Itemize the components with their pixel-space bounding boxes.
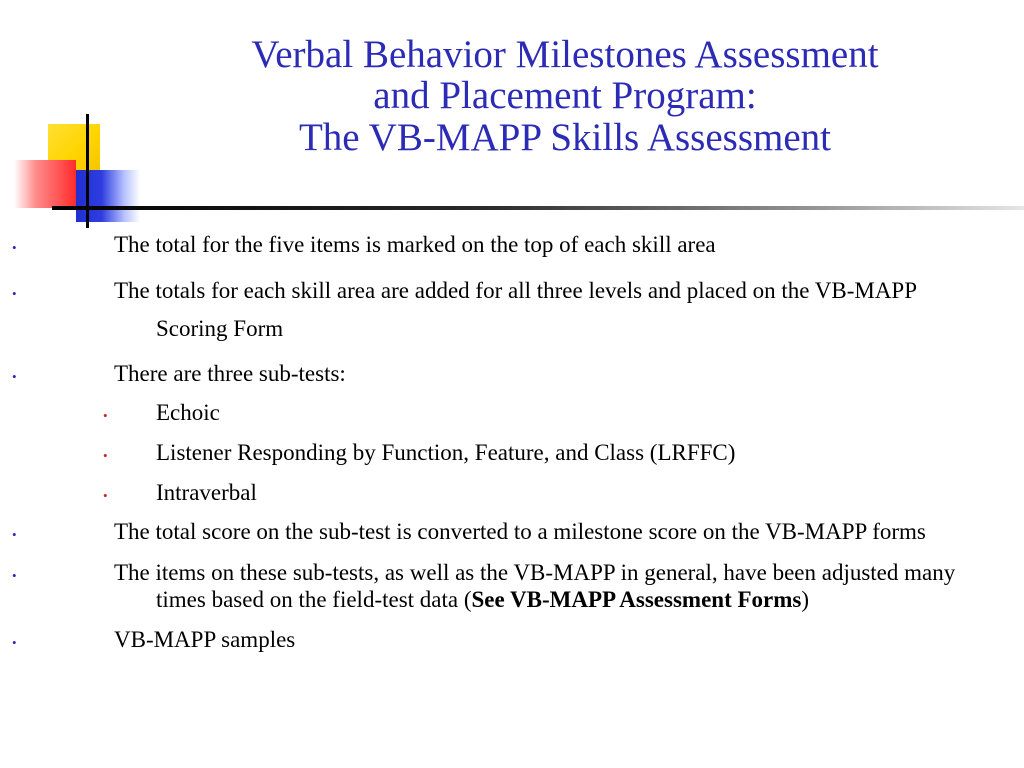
list-item-text: Intraverbal bbox=[156, 479, 257, 505]
list-item: • The total score on the sub-test is converted to a milestone score on the VB-MAPP forms bbox=[12, 519, 926, 545]
bullet-icon: • bbox=[103, 447, 108, 463]
list-item-text-end: ) bbox=[801, 586, 810, 612]
list-item-text: Echoic bbox=[156, 400, 220, 426]
list-item-text: Listener Responding by Function, Feature, and Class (LRFFC) bbox=[156, 439, 736, 465]
title-line-1: Verbal Behavior Milestones Assessment bbox=[251, 33, 879, 76]
assessment-forms-reference: See VB-MAPP Assessment Forms bbox=[471, 586, 802, 612]
list-item-text: There are three sub-tests: bbox=[114, 360, 346, 386]
list-item-text: VB-MAPP samples bbox=[114, 627, 296, 653]
decorative-red-block bbox=[14, 160, 76, 208]
list-item-text: The total for the five items is marked on the top of each skill area bbox=[114, 232, 716, 257]
list-item bbox=[0, 400, 1024, 427]
list-item: • The total for the five items is marked on the top of each skill area bbox=[12, 232, 716, 257]
list-item-text: The totals for each skill area are added for all three levels and placed on the VB-MAPP Scoring Form bbox=[114, 277, 917, 341]
slide-title bbox=[150, 34, 980, 158]
bullet-icon: • bbox=[103, 487, 108, 503]
list-item-text: The total score on the sub-test is converted to a milestone score on the VB-MAPP forms bbox=[114, 519, 926, 545]
list-item: • There are three sub-tests: bbox=[12, 360, 346, 386]
bullet-icon: • bbox=[103, 408, 108, 424]
list-item bbox=[0, 440, 1024, 467]
title-line-2: and Placement Program: bbox=[373, 74, 757, 118]
list-item-text bbox=[114, 560, 955, 612]
list-item: • The items on these sub-tests, as well as the VB-MAPP in general, have been adjusted many times based on the field-test data (See VB-MAPP Assessment Forms) bbox=[12, 559, 956, 612]
list-item: • VB-MAPP samples bbox=[12, 627, 296, 653]
decorative-vertical-line bbox=[86, 114, 89, 228]
title-line-3: The VB-MAPP Skills Assessment bbox=[298, 115, 831, 159]
bullet-list bbox=[0, 232, 1024, 654]
list-item: • The totals for each skill area are added for all three levels and placed on the VB-MAPP Scoring Form bbox=[12, 277, 917, 341]
title-divider-rule bbox=[52, 206, 1024, 210]
list-item bbox=[0, 480, 1024, 507]
list-item-text-start: The items on these sub-tests, as well as the VB-MAPP in general, have been adjusted many times based on the field-test data ( bbox=[114, 559, 956, 612]
